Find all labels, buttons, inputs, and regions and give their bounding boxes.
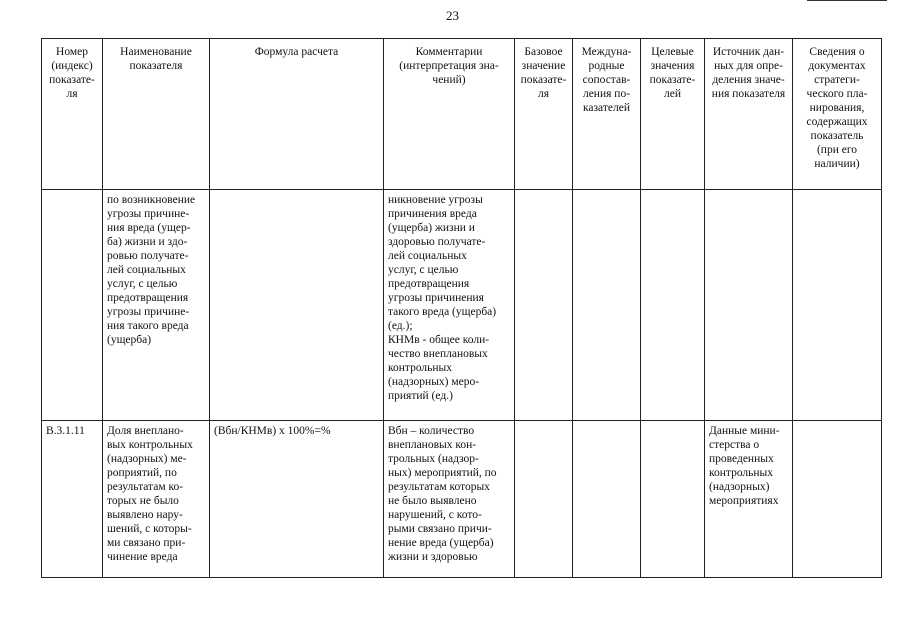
indicator-table bbox=[41, 38, 882, 578]
corner-line bbox=[807, 0, 887, 1]
cell-comment: Вбн – количество внеплановых кон- трольных (надзор- ных) мероприятий, по результатам которых не было выявлено нарушений, с кото- рыми связано причи- нение вреда (ущерба) жизни и здоровью bbox=[384, 421, 515, 578]
cell-source: Данные мини- стерства о проведенных контрольных (надзорных) мероприятиях bbox=[705, 421, 793, 578]
cell-intl bbox=[573, 190, 641, 421]
cell-target bbox=[641, 421, 705, 578]
header-cell-comment: Комментарии (интерпретация зна- чений) bbox=[384, 39, 515, 190]
header-cell-intl: Междуна- родные сопостав- ления по- казателей bbox=[573, 39, 641, 190]
header-cell-docs: Сведения о документах стратеги- ческого пла- нирования, содержащих показатель (при его наличии) bbox=[793, 39, 882, 190]
header-cell-index: Номер (индекс) показате- ля bbox=[42, 39, 103, 190]
cell-base bbox=[515, 421, 573, 578]
cell-index bbox=[42, 190, 103, 421]
cell-base bbox=[515, 190, 573, 421]
cell-comment: никновение угрозы причинения вреда (ущерба) жизни и здоровью получате- лей социальных услуг, с целью предотвращения угрозы причинения такого вреда (ущерба) (ед.); КНМв - общее коли- чество внеплановых контрольных (надзорных) меро- приятий (ед.) bbox=[384, 190, 515, 421]
cell-intl bbox=[573, 421, 641, 578]
header-cell-formula: Формула расчета bbox=[210, 39, 384, 190]
header-cell-source: Источник дан- ных для опре- деления значе- ния показателя bbox=[705, 39, 793, 190]
cell-docs bbox=[793, 421, 882, 578]
cell-formula bbox=[210, 190, 384, 421]
cell-source bbox=[705, 190, 793, 421]
cell-name: Доля внеплано- вых контрольных (надзорных) ме- роприятий, по результатам ко- торых не было выявлено нару- шений, с которы- ми связано при- чинение вреда bbox=[103, 421, 210, 578]
header-cell-base: Базовое значение показате- ля bbox=[515, 39, 573, 190]
cell-docs bbox=[793, 190, 882, 421]
header-cell-name: Наименование показателя bbox=[103, 39, 210, 190]
header-cell-target: Целевые значения показате- лей bbox=[641, 39, 705, 190]
cell-target bbox=[641, 190, 705, 421]
table-row bbox=[42, 190, 882, 421]
cell-name: по возникновение угрозы причине- ния вреда (ущер- ба) жизни и здо- ровью получате- лей социальных услуг, с целью предотвращения угрозы причине- ния такого вреда (ущерба) bbox=[103, 190, 210, 421]
page-number: 23 bbox=[446, 8, 459, 23]
cell-index: В.3.1.11 bbox=[42, 421, 103, 578]
table-row bbox=[42, 421, 882, 578]
cell-formula: (Вбн/КНМв) х 100%=% bbox=[210, 421, 384, 578]
table-header-row bbox=[42, 39, 882, 190]
